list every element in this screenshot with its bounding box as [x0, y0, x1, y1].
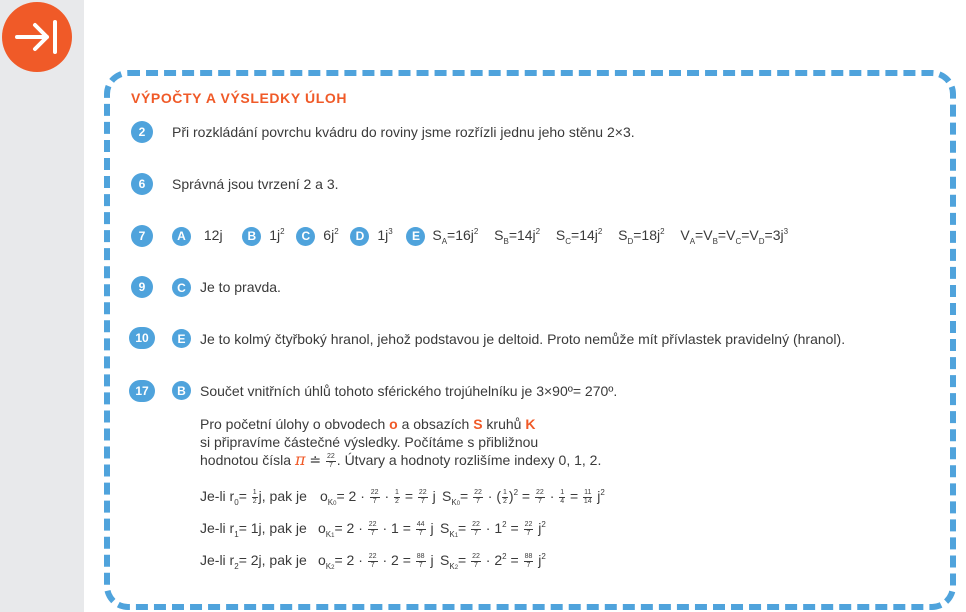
option-d-badge: D — [350, 227, 369, 246]
option-b-badge: B — [242, 227, 261, 246]
task-number-6: 6 — [131, 173, 153, 195]
radius-row-1-perimeter: $o_{K1}= 2$ · $\frac{22}{7}$ · 1 = $\frac{44}{7}$ j — [318, 520, 434, 539]
option-e-sa: $S_A=16j^2$ — [432, 227, 479, 246]
task-number-10: 10 — [129, 327, 155, 349]
radius-row-0-lead: Je-li $r_0=$ $\frac{1}{2}$ j, pak je — [200, 488, 307, 507]
option-e-badge: E — [406, 227, 425, 246]
section-heading: VÝPOČTY A VÝSLEDKY ÚLOH — [131, 90, 348, 106]
option-c-value: $6j^2$ — [323, 227, 339, 243]
option-a-badge: A — [172, 227, 191, 246]
answer-17-badge: B — [172, 381, 191, 400]
task-number-2: 2 — [131, 121, 153, 143]
explanation-line-1: Pro početní úlohy o obvodech o a obsazích S kruhů K — [200, 416, 536, 432]
radius-row-1-lead: Je-li $r_1= 1j$, pak je — [200, 520, 307, 539]
answer-7 — [172, 226, 788, 246]
option-e-sb: $S_B=14j^2$ — [494, 227, 541, 246]
option-e-volumes: $V_A=V_B=V_C=V_D=3j^3$ — [680, 227, 789, 246]
collapse-sidebar-button[interactable] — [2, 2, 72, 72]
radius-row-2-lead: Je-li $r_2= 2j$, pak je — [200, 552, 307, 571]
explanation-line-3: hodnotou čísla π ≐ $\frac{22}{7}$ . Útvary a hodnoty rozlišíme indexy 0, 1, 2. — [200, 450, 602, 469]
radius-row-0-perimeter: $o_{K0}= 2$ · $\frac{22}{7}$ · $\frac{1}{2}$ = $\frac{22}{7}$ j — [320, 488, 436, 507]
option-d-value: $1j^3$ — [377, 227, 393, 243]
radius-row-2-perimeter: $o_{K2}= 2$ · $\frac{22}{7}$ · 2 = $\frac{88}{7}$ j — [318, 552, 434, 571]
arrow-right-to-bar-icon — [15, 19, 59, 55]
answer-9-badge: C — [172, 278, 191, 297]
answer-10-badge: E — [172, 329, 191, 348]
pi-symbol: π — [294, 450, 306, 469]
side-strip — [0, 0, 84, 612]
radius-row-1-area: $S_{K1}=$ $\frac{22}{7}$ · $1^2$ = $\frac{22}{7}$ $j^2$ — [440, 520, 546, 539]
task-number-7: 7 — [131, 225, 153, 247]
option-e-sd: $S_D=18j^2$ — [618, 227, 665, 246]
answer-2: Při rozkládání povrchu kvádru do roviny jsme rozřízli jednu jeho stěnu 2×3. — [172, 124, 635, 140]
option-b-value: $1j^2$ — [269, 227, 285, 243]
option-e-sc: $S_C=14j^2$ — [555, 227, 603, 246]
answer-17-explanation — [200, 415, 601, 470]
task-number-9: 9 — [131, 276, 153, 298]
task-number-17: 17 — [129, 380, 155, 402]
answer-9: Je to pravda. — [200, 279, 281, 295]
explanation-line-2: si připravíme částečné výsledky. Počítáme s přibližnou — [200, 434, 539, 450]
answer-6: Správná jsou tvrzení 2 a 3. — [172, 176, 339, 192]
option-a-value: 12j — [203, 227, 223, 243]
radius-row-0-area: $S_{K0}=$ $\frac{22}{7}$ · ( $\frac{1}{2}$ )$^2$ = $\frac{22}{7}$ · $\frac{1}{4}$ = $\frac{11}{14}$ $j^2$ — [442, 488, 605, 507]
option-c-badge: C — [296, 227, 315, 246]
radius-row-2-area: $S_{K2}=$ $\frac{22}{7}$ · $2^2$ = $\frac{88}{7}$ $j^2$ — [440, 552, 546, 571]
answer-10: Je to kolmý čtyřboký hranol, jehož podstavou je deltoid. Proto nemůže mít přívlastek pravidelný (hranol). — [200, 331, 846, 347]
answer-17: Součet vnitřních úhlů tohoto sférického trojúhelníku je 3×90º= 270º. — [200, 383, 618, 399]
